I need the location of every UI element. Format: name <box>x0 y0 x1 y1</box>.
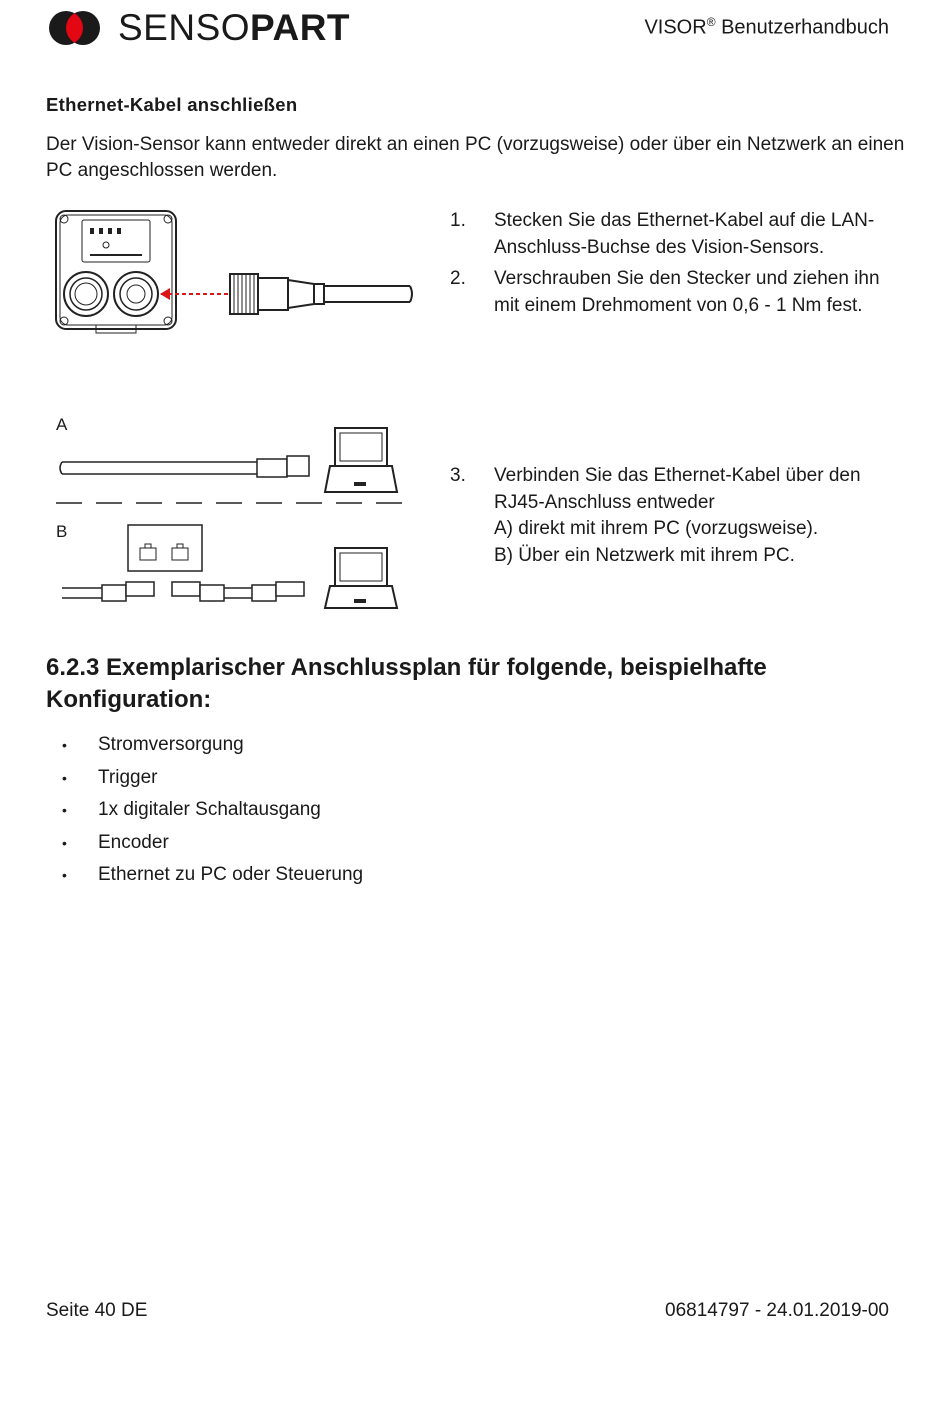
page-number: Seite 40 DE <box>46 1300 148 1321</box>
section-heading: 6.2.3 Exemplarischer Anschlussplan für folgende, beispielhafte Konfiguration: <box>46 654 767 713</box>
label-b: B <box>56 522 68 541</box>
list-item: • Encoder <box>46 830 363 863</box>
intro-paragraph: Der Vision-Sensor kann entweder direkt an einen PC (vorzugsweise) oder über ein Netzwerk an einen PC angeschlossen werden. <box>46 134 905 181</box>
laptop-b-icon <box>325 548 397 608</box>
connection-variants-figure <box>52 410 417 610</box>
laptop-a-icon <box>325 428 397 492</box>
configuration-list <box>46 732 363 895</box>
document-id: 06814797 - 24.01.2019-00 <box>665 1300 889 1321</box>
list-item: • Ethernet zu PC oder Steuerung <box>46 862 363 895</box>
list-item: • 1x digitaler Schaltausgang <box>46 797 363 830</box>
logo-mark-icon <box>46 8 106 48</box>
document-title: VISOR® Benutzerhandbuch <box>644 15 889 39</box>
label-a: A <box>56 415 68 434</box>
subheading: Ethernet-Kabel anschließen <box>46 94 298 115</box>
list-item: • Stromversorgung <box>46 732 363 765</box>
sensopart-logo <box>46 7 351 48</box>
logo-wordmark: SENSOPART <box>118 7 351 48</box>
sensor-cable-figure <box>52 208 422 338</box>
list-item: • Trigger <box>46 765 363 798</box>
